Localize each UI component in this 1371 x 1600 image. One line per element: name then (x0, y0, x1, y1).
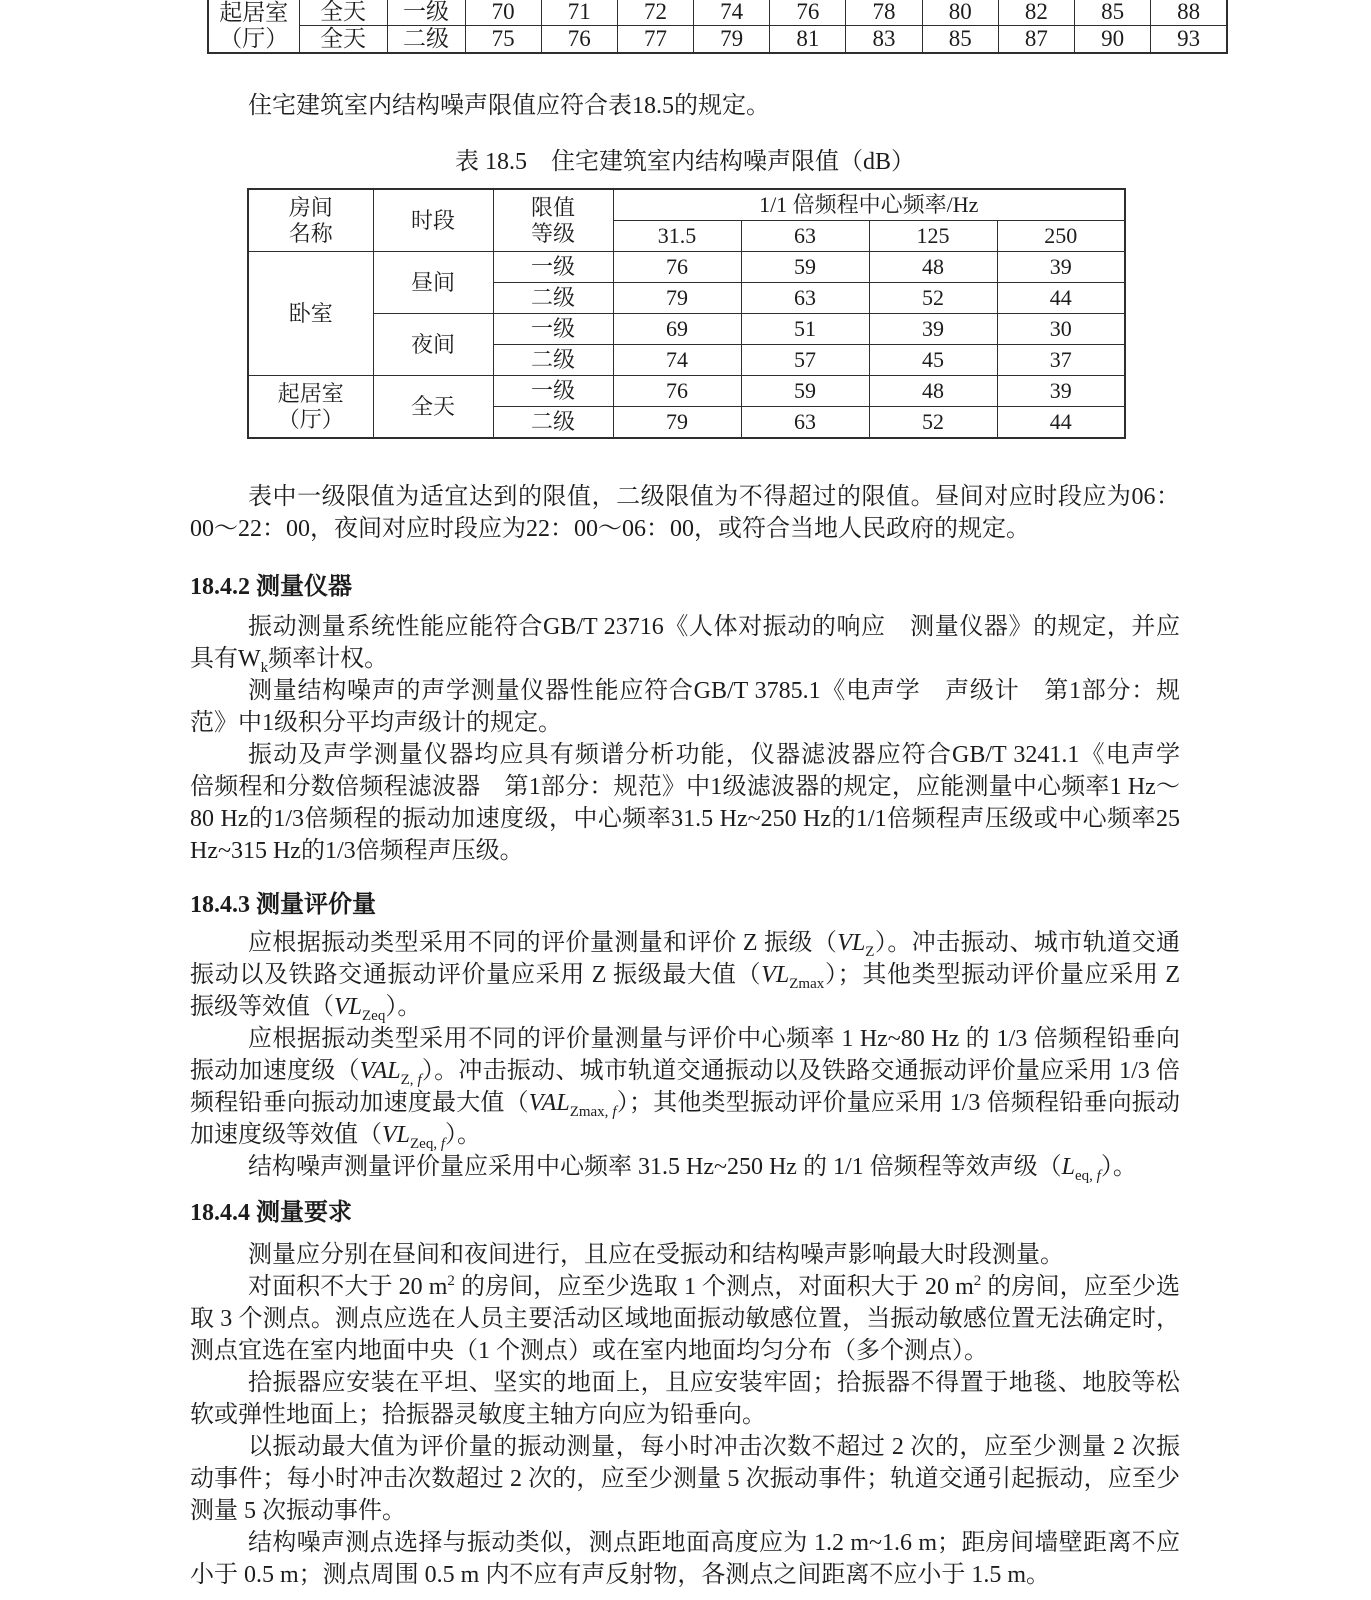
subscript-text: eq, (1074, 1167, 1097, 1184)
table-cell: 76 (613, 376, 741, 407)
table-cell: 二级 (493, 345, 613, 376)
table-cell: 63 (741, 407, 869, 439)
subscript-text: f (417, 1071, 422, 1088)
table-cell-room (208, 0, 299, 53)
table-cell: 一级 (493, 252, 613, 283)
table-body (248, 189, 1125, 438)
table-noise-limit-continued (207, 0, 1228, 54)
text-run: 应根据振动类型采用不同的评价量测量和评价 Z 振级（ (248, 930, 838, 956)
table-cell: 48 (869, 376, 997, 407)
text-run: ）。冲击振动、城市轨道交通振动以及铁路交通振动评价量应采用 Z 振级最大值（ (190, 930, 1180, 988)
table-cell: 79 (694, 26, 770, 54)
text-line: 起居室 (219, 0, 289, 25)
table-cell: 81 (770, 26, 846, 54)
table-cell-period: 全天 (373, 376, 493, 439)
text-run: VL (382, 1122, 411, 1148)
table-cell: 44 (997, 407, 1125, 439)
table-cell-period: 夜间 (373, 314, 493, 376)
text-run: L (1061, 1154, 1075, 1180)
subscript-text: Zeq (362, 1007, 386, 1024)
text-run: 对面积不大于 20 m (248, 1274, 448, 1300)
table-cell: 全天 (299, 0, 387, 26)
paragraph-third-octave-acceleration (190, 1023, 1180, 1151)
table-row (248, 314, 1125, 345)
subscript-text: Zmax, (569, 1103, 613, 1120)
table-cell: 59 (741, 252, 869, 283)
table-cell: 93 (1151, 26, 1227, 54)
text-run: ）。 (385, 994, 422, 1020)
text-run: VAL (528, 1090, 570, 1116)
table-cell: 59 (741, 376, 869, 407)
table-cell: 二级 (493, 283, 613, 314)
supscript-text: 2 (973, 1273, 982, 1289)
heading-18-4-2: 18.4.2 测量仪器 (190, 574, 352, 600)
header-cell-freq: 125 (869, 221, 997, 252)
paragraph-vibration-system (190, 611, 1180, 675)
table-cell: 88 (1151, 0, 1227, 26)
subscript-text: f (612, 1103, 617, 1120)
table-cell: 70 (465, 0, 541, 26)
table-cell: 45 (869, 345, 997, 376)
paragraph-spectrum-analysis: 振动及声学测量仪器均应具有频谱分析功能，仪器滤波器应符合GB/T 3241.1《电声学 倍频程和分数倍频程滤波器 第1部分：规范》中1级滤波器的规定，应能测量中心频率1 Hz～80 Hz的1/3倍频程的振动加速度级，中心频率31.5 Hz~250 Hz的1/1倍频程声压级或中心频率25 Hz~315 Hz的1/3倍频程声压级。 (190, 742, 1204, 864)
table-18-5-structural-noise-limits (247, 188, 1126, 439)
table-cell: 79 (613, 407, 741, 439)
table-cell: 90 (1075, 26, 1151, 54)
text-run: 的房间，应至少选取 3 个测点。测点应选在人员主要活动区域地面振动敏感位置，当振动敏感位置无法确定时，测点宜选在室内地面中央（1 个测点）或在室内地面均匀分布（多个测点）。 (190, 1274, 1180, 1364)
text-run: 频率计权。 (268, 646, 389, 672)
table-cell: 78 (846, 0, 922, 26)
table-cell: 87 (998, 26, 1074, 54)
paragraph-structural-noise-metric (190, 1151, 1180, 1183)
table-cell: 37 (997, 345, 1125, 376)
table-cell: 76 (613, 252, 741, 283)
text-run: VL (334, 994, 363, 1020)
text-run: VAL (359, 1058, 401, 1084)
table-cell: 77 (617, 26, 693, 54)
subscript-text: Zeq, (410, 1135, 441, 1152)
text-run: VL (761, 962, 790, 988)
table-cell: 二级 (493, 407, 613, 439)
paragraph-sound-level-meter: 测量结构噪声的声学测量仪器性能应符合GB/T 3785.1《电声学 声级计 第1部分：规范》中1级积分平均声级计的规定。 (190, 678, 1180, 736)
text-line: 房间 (288, 194, 333, 220)
table-cell: 83 (846, 26, 922, 54)
table-18-5-caption: 表 18.5 住宅建筑室内结构噪声限值（dB） (454, 149, 915, 175)
subscript-text: Z, (400, 1071, 418, 1088)
table-row (248, 252, 1125, 283)
text-run: ）。 (445, 1122, 482, 1148)
table-cell: 79 (613, 283, 741, 314)
table-header-row (248, 189, 1125, 221)
header-cell-period: 时段 (373, 189, 493, 252)
heading-18-4-4: 18.4.4 测量要求 (190, 1200, 352, 1226)
table-row (248, 376, 1125, 407)
table-cell: 72 (617, 0, 693, 26)
text-run: ）。 (1100, 1154, 1137, 1180)
table-cell: 63 (741, 283, 869, 314)
table-cell-room: 卧室 (248, 252, 373, 376)
table-cell: 一级 (493, 314, 613, 345)
subscript-text: Zmax (789, 975, 825, 992)
heading-18-4-3: 18.4.3 测量评价量 (190, 892, 376, 918)
table-cell: 48 (869, 252, 997, 283)
table-cell: 39 (869, 314, 997, 345)
text-line: 起居室 (277, 380, 344, 406)
table-cell: 39 (997, 252, 1125, 283)
text-run: ）。冲击振动、城市轨道交通振动以及铁路交通振动评价量应采用 1/3 倍频程铅垂向振动加速度最大值（ (190, 1058, 1180, 1116)
paragraph-measurement-time: 测量应分别在昼间和夜间进行，且应在受振动和结构噪声影响最大时段测量。 (248, 1242, 1064, 1268)
table-cell: 75 (465, 26, 541, 54)
table-body (208, 0, 1227, 53)
text-line: 限值 (530, 194, 575, 220)
table-cell: 一级 (493, 376, 613, 407)
header-cell-freq: 250 (997, 221, 1125, 252)
table-cell: 69 (613, 314, 741, 345)
table-cell: 85 (922, 26, 998, 54)
table-cell-period: 昼间 (373, 252, 493, 314)
paragraph-impact-events: 以振动最大值为评价量的振动测量，每小时冲击次数不超过 2 次的，应至少测量 2 次振动事件；每小时冲击次数超过 2 次的，应至少测量 5 次振动事件；轨道交通引起振动，应至少测量 5 次振动事件。 (190, 1434, 1180, 1524)
table-cell: 82 (998, 0, 1074, 26)
paragraph-table-intro: 住宅建筑室内结构噪声限值应符合表18.5的规定。 (248, 93, 770, 119)
subscript-text: Z (865, 943, 875, 960)
text-run: ）；其他类型振动评价量应采用 1/3 倍频程铅垂向振动加速度级等效值（ (190, 1090, 1180, 1148)
table-cell: 51 (741, 314, 869, 345)
paragraph-table-note: 表中一级限值为适宜达到的限值，二级限值为不得超过的限值。昼间对应时段应为06：00～22：00，夜间对应时段应为22：00～06：00，或符合当地人民政府的规定。 (190, 484, 1180, 542)
text-line: （厅） (219, 25, 289, 51)
header-cell-grade (493, 189, 613, 252)
table-cell: 80 (922, 0, 998, 26)
table-cell: 52 (869, 407, 997, 439)
text-run: 的房间，应至少选取 1 个测点，对面积大于 20 m (454, 1274, 974, 1300)
table-cell: 71 (541, 0, 617, 26)
header-cell-freq: 31.5 (613, 221, 741, 252)
table-cell: 二级 (387, 26, 465, 54)
subscript-text: k (260, 659, 269, 676)
table-cell: 30 (997, 314, 1125, 345)
table-cell: 52 (869, 283, 997, 314)
table-cell: 85 (1075, 0, 1151, 26)
table-cell: 全天 (299, 26, 387, 54)
text-run: 应根据振动类型采用不同的评价量测量与评价中心频率 1 Hz~80 Hz 的 1/3 倍频程铅垂向振动加速度级（ (190, 1026, 1180, 1084)
subscript-text: f (1096, 1167, 1101, 1184)
table-row (208, 0, 1227, 26)
text-run: ）；其他类型振动评价量应采用 Z 振级等效值（ (190, 962, 1180, 1020)
paragraph-z-vibration-level (190, 927, 1180, 1023)
header-cell-room (248, 189, 373, 252)
paragraph-vibration-pickup: 拾振器应安装在平坦、坚实的地面上，且应安装牢固；拾振器不得置于地毯、地胶等松软或弹性地面上；拾振器灵敏度主轴方向应为铅垂向。 (190, 1370, 1180, 1428)
supscript-text: 2 (447, 1273, 455, 1289)
table-row (208, 26, 1227, 54)
text-run: VL (837, 930, 866, 956)
table-cell: 74 (694, 0, 770, 26)
text-run: 结构噪声测量评价量应采用中心频率 31.5 Hz~250 Hz 的 1/1 倍频程等效声级（ (248, 1154, 1062, 1180)
text-line: 等级 (530, 220, 575, 246)
table-cell: 57 (741, 345, 869, 376)
table-cell-room (248, 376, 373, 439)
text-run: 振动测量系统性能应能符合GB/T 23716《人体对振动的响应 测量仪器》的规定，并应具有W (190, 614, 1180, 672)
table-cell: 一级 (387, 0, 465, 26)
header-cell-freq: 63 (741, 221, 869, 252)
table-cell: 76 (770, 0, 846, 26)
table-cell: 74 (613, 345, 741, 376)
table-cell: 39 (997, 376, 1125, 407)
text-line: （厅） (277, 406, 344, 432)
paragraph-measurement-points (190, 1271, 1180, 1367)
text-line: 名称 (288, 220, 333, 246)
table-cell: 44 (997, 283, 1125, 314)
table-cell: 76 (541, 26, 617, 54)
subscript-text: f (440, 1135, 446, 1152)
header-cell-frequency-group: 1/1 倍频程中心频率/Hz (613, 189, 1125, 221)
paragraph-structural-noise-points: 结构噪声测点选择与振动类似，测点距地面高度应为 1.2 m~1.6 m；距房间墙壁距离不应小于 0.5 m；测点周围 0.5 m 内不应有声反射物，各测点之间距离不应小于 1.5 m。 (190, 1530, 1180, 1588)
